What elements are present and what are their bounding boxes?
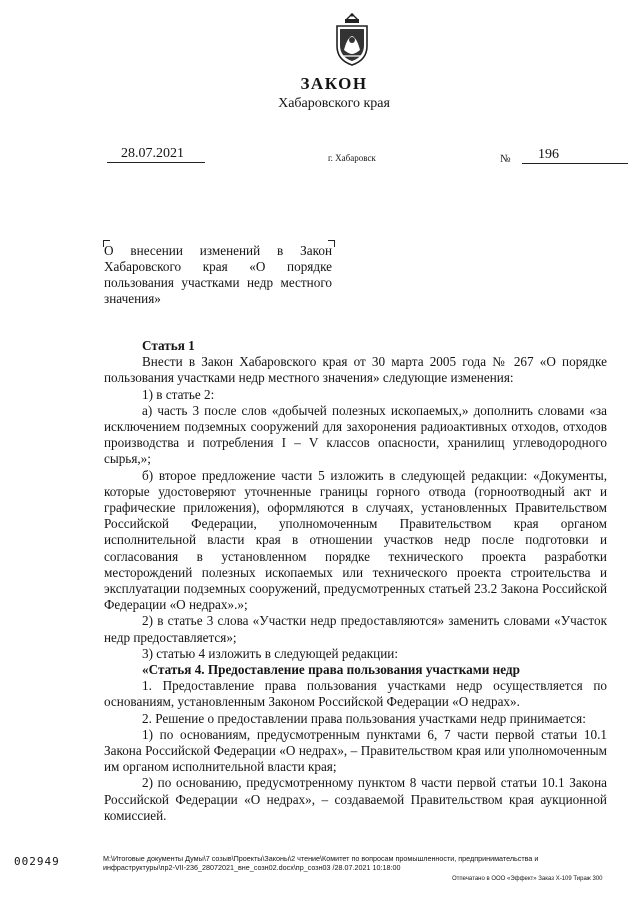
footer-file-path: M:\Итоговые документы Думы\7 созыв\Проекты\Законы\2 чтение\Комитет по вопросам промышленности, предпринимательства и инфраструктуры\пр2-VII-236_28072021_вне_созн02.docx\пр_созн03 /28.07.2021 10:18:00 [103,854,539,872]
footer-doc-number: 002949 [14,855,60,868]
paragraph: 1. Предоставление права пользования участками недр осуществляется по основаниям, установленным Законом Российской Федерации «О недрах». [104,678,607,710]
paragraph: Внести в Закон Хабаровского края от 30 марта 2005 года № 267 «О порядке пользования участками недр местного значения» следующие изменения: [104,354,607,386]
paragraph: 1) в статье 2: [142,386,215,402]
paragraph: 1) по основаниям, предусмотренным пунктами 6, 7 части первой статьи 10.1 Закона Российской Федерации «О недрах», – Правительством края или уполномоченным им органом исполнительной власти края; [104,726,607,775]
document-body [104,338,607,824]
footer-print-note: Отпечатано в ООО «Эффект» Заказ Х-109 Тираж 300 [452,876,603,882]
paragraph: 2) по основанию, предусмотренному пунктом 8 части первой статьи 10.1 Закона Российской Федерации «О недрах», – создаваемой Правительством края аукционной комиссией. [104,775,607,823]
document-number: 196 [522,147,628,164]
paragraph: 2) в статье 3 слова «Участки недр предоставляются» заменить словами «Участок недр предоставляется»; [104,613,607,645]
document-title: ЗАКОН [300,74,368,93]
paragraph: а) часть 3 после слов «добычей полезных ископаемых,» дополнить словами «за исключением подземных сооружений для захоронения радиоактивных отходов, отходов производства и потребления I – V классов опасности, хранилищ углеводородного сырья,»; [104,402,607,467]
document-subject: О внесении изменений в Закон Хабаровского края «О порядке пользования участками недр местного значения» [104,243,332,306]
document-city: г. Хабаровск [328,153,376,163]
paragraph: 3) статью 4 изложить в следующей редакции: [142,645,398,661]
coat-of-arms-icon [331,10,373,68]
paragraph: 2. Решение о предоставлении права пользования участками недр принимается: [142,710,586,726]
document-date: 28.07.2021 [107,146,205,163]
paragraph: б) второе предложение части 5 изложить в следующей редакции: «Документы, которые удостоверяют уточненные границы горного отвода (горноотводный акт и графические приложения), оформляются в случаях, установленных Правительством Российской Федерации, уполномоченным Правительством края органом исполнительной власти края в отношении участков недр после подготовки и согласования в установленном порядке технического проекта разработки месторождений полезных ископаемых или технического проекта строительства и эксплуатации подземных сооружений, предусмотренных статьей 23.2 Закона Российской Федерации «О недрах».»; [104,467,607,613]
article-heading: Статья 1 [142,338,195,353]
article-heading: «Статья 4. Предоставление права пользования участками недр [142,662,520,678]
document-subtitle: Хабаровского края [278,96,390,111]
number-sign: № [500,153,511,165]
